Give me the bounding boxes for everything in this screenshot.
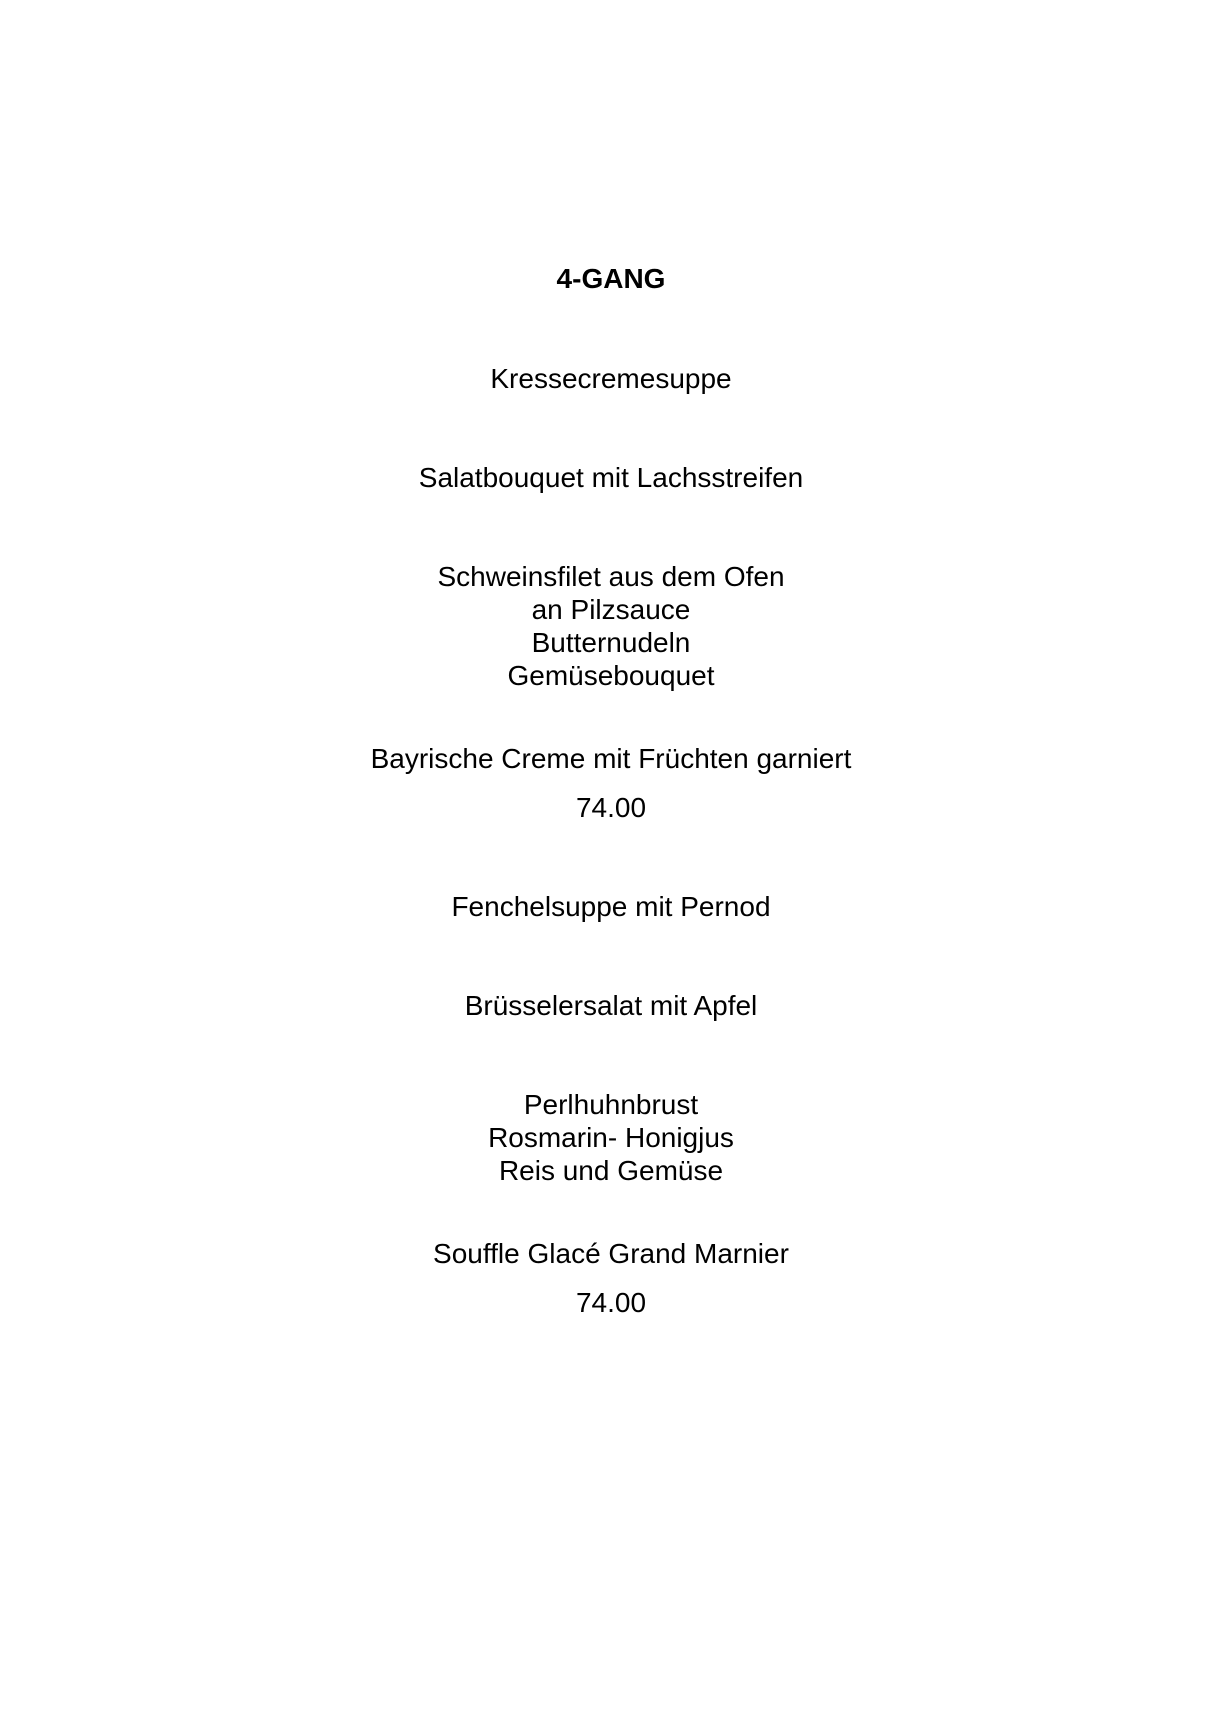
menu2-price: 74.00 bbox=[575, 1287, 647, 1318]
menu2-salad: Brüsselersalat mit Apfel bbox=[464, 990, 758, 1021]
menu1-price: 74.00 bbox=[575, 792, 647, 823]
menu1-main-line1: Schweinsfilet aus dem Ofen bbox=[437, 561, 785, 592]
menu-title: 4-GANG bbox=[556, 263, 666, 294]
menu1-main-line2: an Pilzsauce bbox=[531, 594, 691, 625]
menu2-dessert: Souffle Glacé Grand Marnier bbox=[433, 1238, 789, 1269]
menu2-main-line1: Perlhuhnbrust bbox=[523, 1089, 699, 1120]
menu2-main-line2: Rosmarin- Honigjus bbox=[488, 1122, 734, 1153]
menu1-dessert: Bayrische Creme mit Früchten garniert bbox=[370, 743, 852, 774]
menu2-soup: Fenchelsuppe mit Pernod bbox=[451, 891, 771, 922]
menu2-main-line3: Reis und Gemüse bbox=[498, 1155, 724, 1186]
menu1-main-line3: Butternudeln bbox=[531, 627, 691, 658]
menu1-soup: Kressecremesuppe bbox=[490, 363, 732, 394]
menu1-salad: Salatbouquet mit Lachsstreifen bbox=[418, 462, 804, 493]
menu1-main-line4: Gemüsebouquet bbox=[507, 660, 715, 691]
